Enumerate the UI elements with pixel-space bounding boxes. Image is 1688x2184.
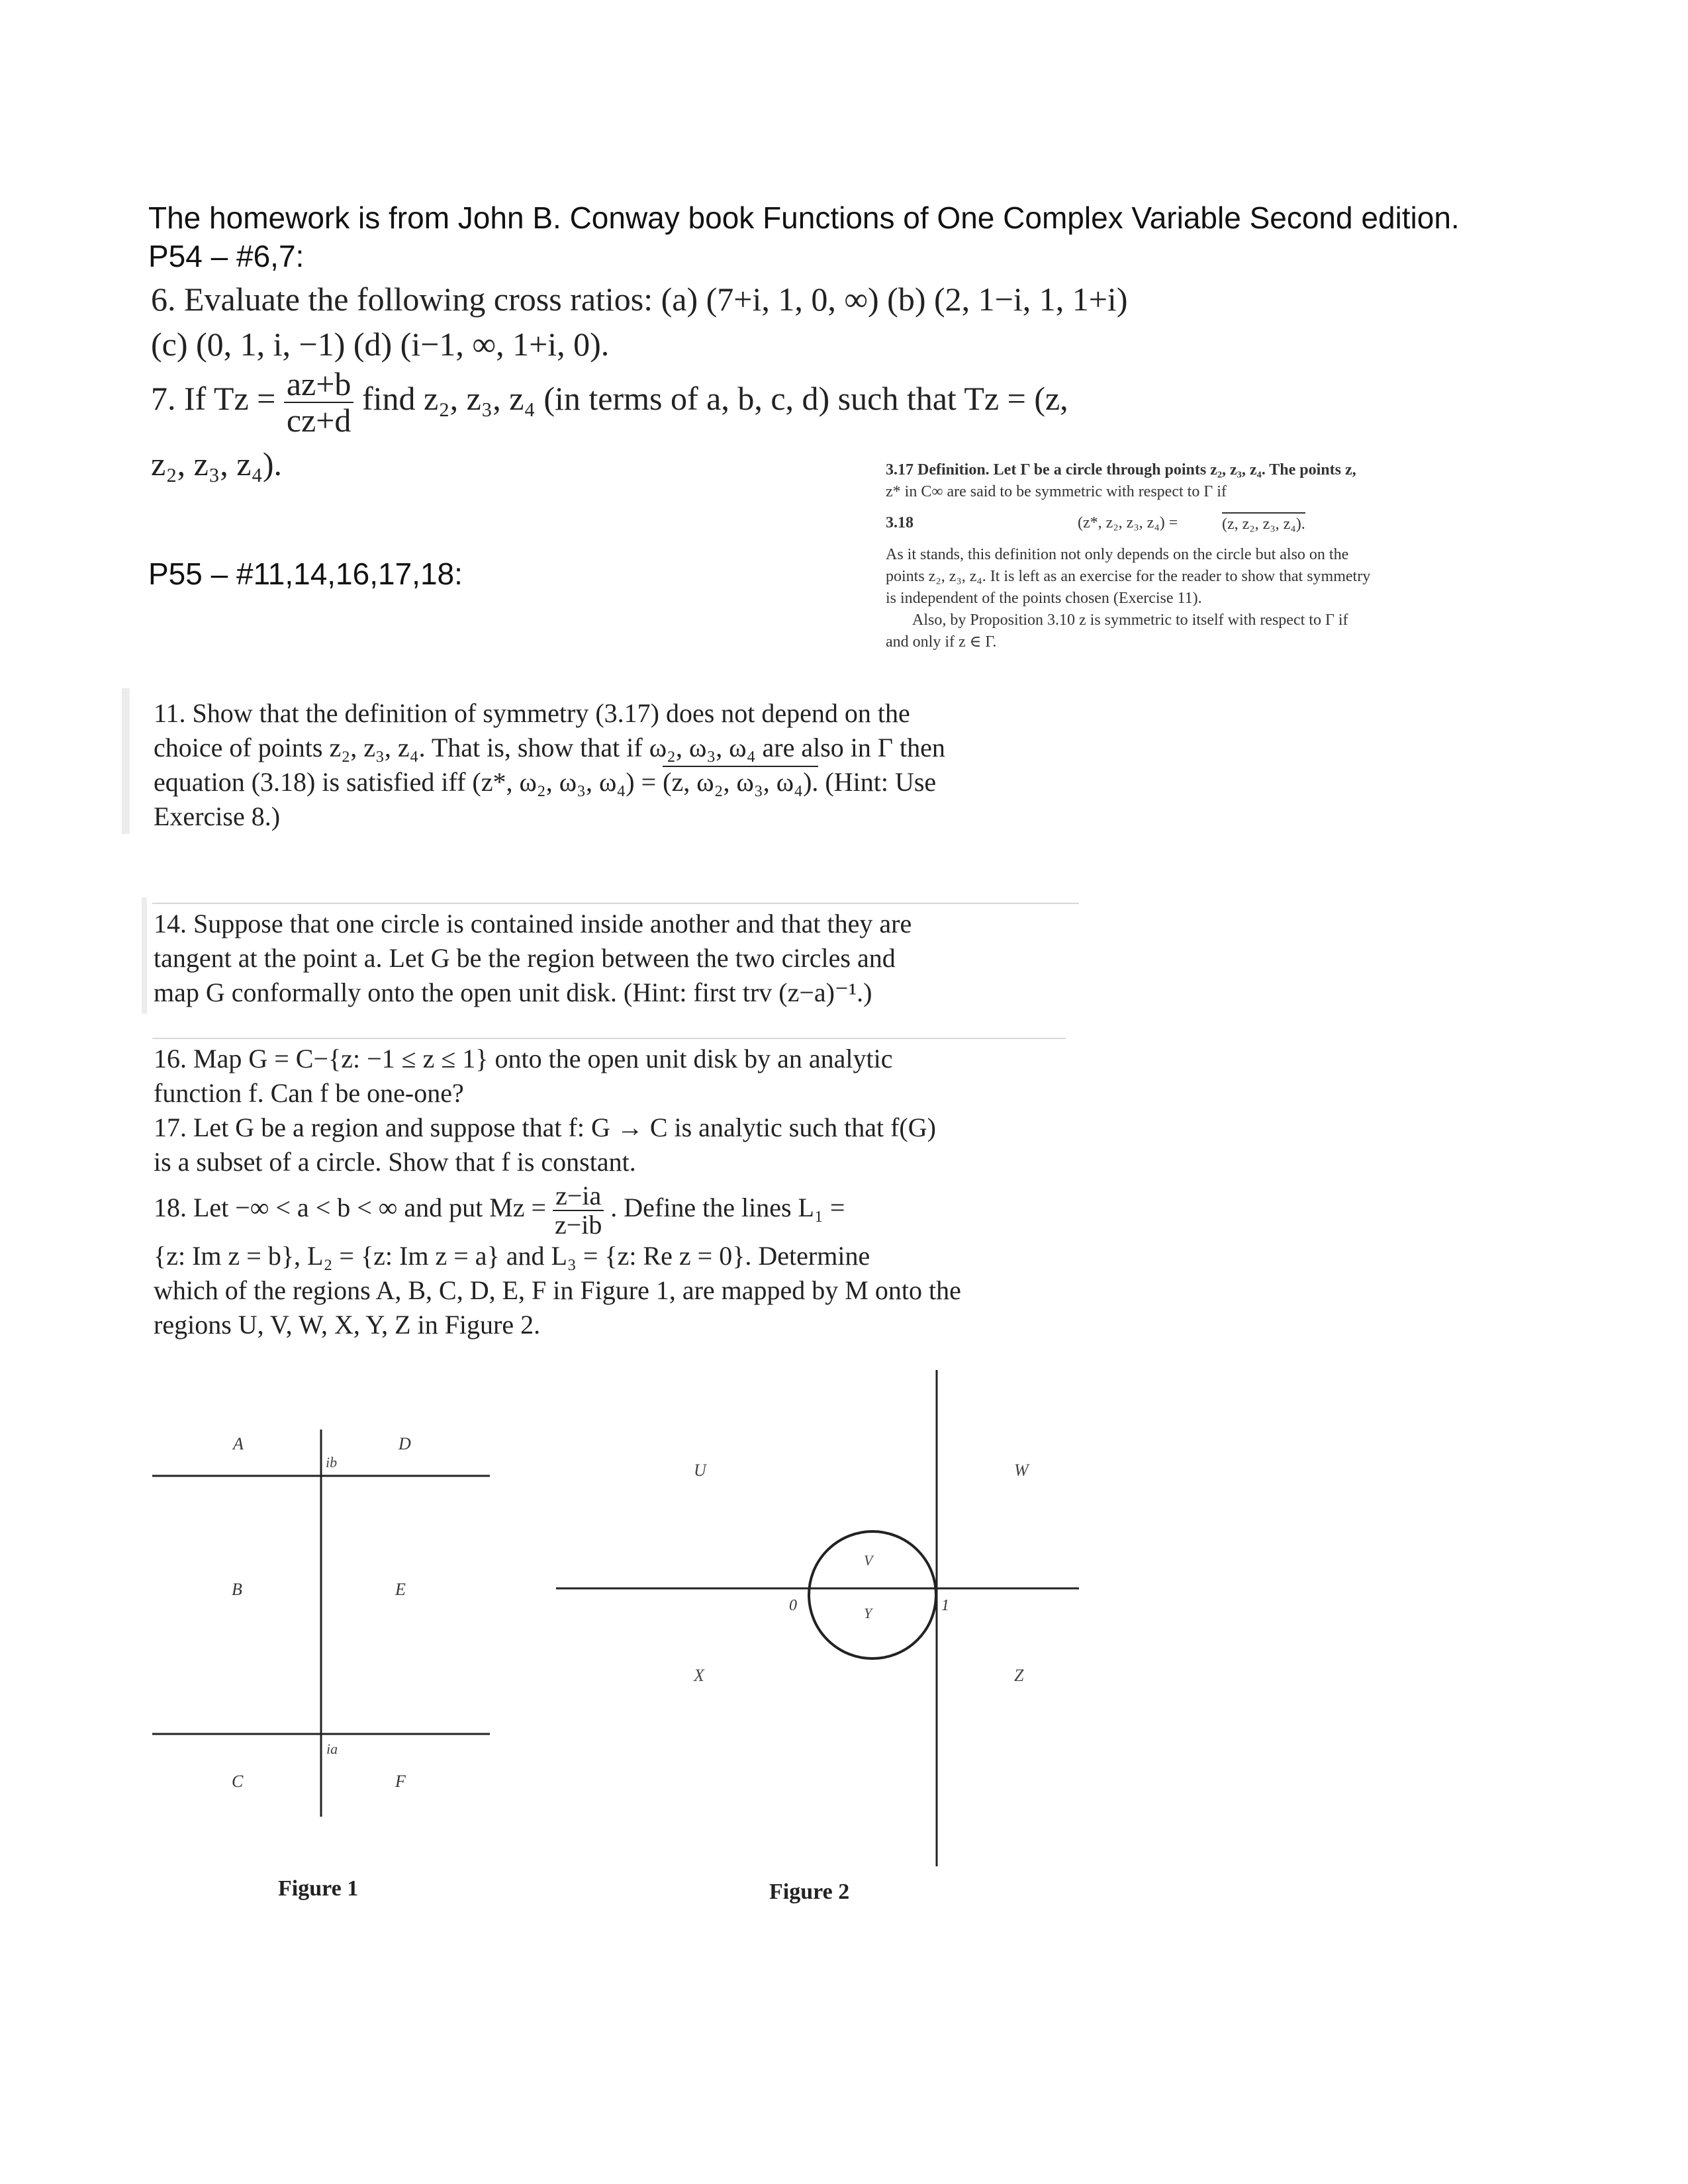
problem-18-fraction (553, 1182, 604, 1239)
figure-1-label-ia: ia (326, 1741, 338, 1757)
problem-6-line-1: 6. Evaluate the following cross ratios: (a) (7+i, 1, 0, ∞) (b) (2, 1−i, 1, 1+i) (151, 281, 1128, 318)
problem-18-lead: 18. Let −∞ < a < b < ∞ and put Mz = (154, 1193, 547, 1223)
problem-11-line-3-b: (z, ω₂, ω₃, ω₄). (663, 767, 819, 797)
problem-17-line-2: is a subset of a circle. Show that f is constant. (154, 1147, 636, 1177)
problem-14-line-3: map G conformally onto the open unit disk. (Hint: first trv (z−a)⁻¹.) (154, 978, 872, 1007)
problem-7-line-2: z₂, z₃, z₄). (151, 445, 283, 482)
problem-11-line-3 (154, 765, 1080, 799)
problem-11-line-1: 11. Show that the definition of symmetry (3.17) does not depend on the (154, 698, 910, 728)
definition-equation (886, 512, 1534, 536)
figure-1-label-ib: ib (326, 1454, 338, 1471)
figure-2-unit-circle (809, 1531, 936, 1659)
figure-2-label-W: W (1014, 1461, 1029, 1480)
equation-left: (z*, z₂, z₃, z₄) = (1078, 514, 1178, 531)
problem-18-line-2: {z: Im z = b}, L₂ = {z: Im z = a} and L₃ = {z: Re z = 0}. Determine (154, 1241, 870, 1271)
problem-17-line-1: 17. Let G be a region and suppose that f: G → C is analytic such that f(G) (154, 1113, 936, 1142)
problem-18-line-1 (154, 1182, 1107, 1239)
problem-11-line-3-a: equation (3.18) is satisfied iff (z*, ω₂, ω₃, ω₄) = (154, 767, 657, 797)
problem-14-top-rule (152, 903, 1079, 904)
intro-line-1: The homework is from John B. Conway book Functions of One Complex Variable Second edition. (148, 201, 1460, 235)
section-p55-heading: P55 – #11,14,16,17,18: (148, 557, 463, 591)
definition-3-17 (886, 459, 1534, 653)
figure-1-label-B: B (232, 1580, 242, 1599)
problem-14-line-2: tangent at the point a. Let G be the region between the two circles and (154, 943, 896, 973)
equation-label: 3.18 (886, 514, 914, 531)
problem-17 (154, 1111, 1094, 1179)
figure-2-label-Y: Y (864, 1605, 872, 1621)
problem-14-line-1: 14. Suppose that one circle is contained inside another and that they are (154, 909, 912, 938)
problem-7-line-1 (151, 367, 1382, 437)
problem-7-fraction (284, 367, 354, 437)
problem-16 (154, 1042, 1094, 1111)
figure-2 (543, 1357, 1086, 1886)
figure-1-label-A: A (233, 1434, 244, 1453)
figure-2-caption: Figure 2 (769, 1880, 850, 1904)
problem-11-line-4: Exercise 8.) (154, 801, 281, 831)
problem-18-denominator: z−ib (554, 1210, 602, 1240)
figure-1-label-E: E (395, 1580, 406, 1599)
definition-para-line-2: points z₂, z₃, z₄. It is left as an exercise for the reader to show that symmetry (886, 568, 1371, 585)
figure-1-caption: Figure 1 (278, 1876, 359, 1901)
figure-1 (132, 1416, 503, 1840)
problem-16-line-1: 16. Map G = C−{z: −1 ≤ z ≤ 1} onto the open unit disk by an analytic (154, 1044, 893, 1073)
problem-7-mid: find z₂, z₃, z₄ (in terms of a, b, c, d) such that Tz = (z, (361, 379, 1068, 417)
problem-18-line-3: which of the regions A, B, C, D, E, F in Figure 1, are mapped by M onto the (154, 1275, 961, 1305)
figure-2-label-X: X (694, 1666, 704, 1685)
scan-margin-11 (122, 688, 130, 834)
figure-2-label-Z: Z (1014, 1666, 1024, 1685)
problem-18-tail: . Define the lines L₁ = (610, 1193, 845, 1223)
problem-6-line-2: (c) (0, 1, i, −1) (d) (i−1, ∞, 1+i, 0). (151, 326, 610, 363)
figure-1-label-D: D (399, 1434, 411, 1453)
figure-2-label-V: V (864, 1552, 873, 1569)
problem-18 (154, 1182, 1107, 1342)
problem-6 (151, 277, 1342, 367)
definition-para-line-3: is independent of the points chosen (Exercise 11). (886, 590, 1202, 607)
problem-7-denominator: cz+d (286, 401, 352, 439)
scan-margin-14 (142, 897, 147, 1014)
problem-11 (154, 696, 1080, 834)
definition-line-2: z* in C∞ are said to be symmetric with respect to Γ if (886, 483, 1227, 500)
problem-14 (154, 907, 1080, 1010)
definition-para-line-1: As it stands, this definition not only depends on the circle but also on the (886, 546, 1349, 563)
figure-1-label-F: F (395, 1772, 406, 1791)
equation-right: (z, z₂, z₃, z₄). (1222, 512, 1305, 535)
problem-7-numerator: az+b (284, 367, 354, 403)
problem-11-line-3-c: (Hint: Use (825, 767, 937, 797)
figure-2-label-U: U (694, 1461, 706, 1480)
definition-para-line-5: and only if z ∈ Γ. (886, 633, 997, 651)
figure-2-label-zero: 0 (789, 1597, 797, 1614)
problem-11-line-2: choice of points z₂, z₃, z₄. That is, show that if ω₂, ω₃, ω₄ are also in Γ then (154, 733, 945, 762)
figure-1-label-C: C (232, 1772, 244, 1791)
definition-line-1: 3.17 Definition. Let Γ be a circle through points z₂, z₃, z₄. The points z, (886, 461, 1356, 478)
figure-2-label-one: 1 (941, 1597, 949, 1614)
definition-para-line-4: Also, by Proposition 3.10 z is symmetric to itself with respect to Γ if (912, 612, 1348, 629)
problem-16-line-2: function f. Can f be one-one? (154, 1078, 464, 1108)
intro-line-2: P54 – #6,7: (148, 239, 305, 273)
problem-18-line-4: regions U, V, W, X, Y, Z in Figure 2. (154, 1310, 541, 1340)
problem-16-top-rule (152, 1038, 1066, 1039)
problem-18-numerator: z−ia (553, 1182, 604, 1211)
problem-7-lead: 7. If Tz = (151, 379, 276, 417)
